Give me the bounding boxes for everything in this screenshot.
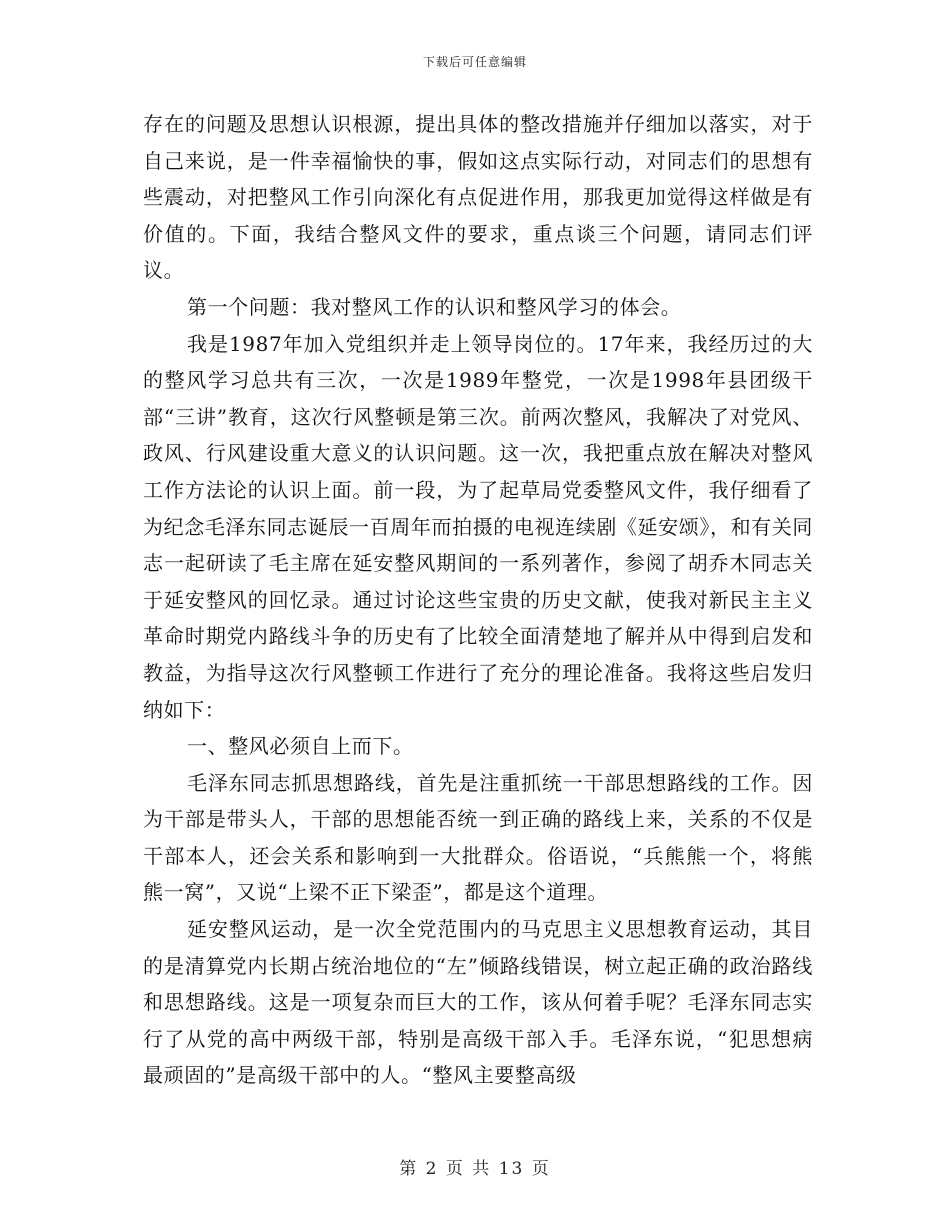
paragraph-continuation: 存在的问题及思想认识根源，提出具体的整改措施并仔细加以落实，对于自己来说，是一件幸福愉快的事，假如这点实际行动，对同志们的思想有些震动，对把整风工作引向深化有点促进作用，那我更加觉得这样做是有价值的。下面，我结合整风文件的要求，重点谈三个问题，请同志们评议。 [143,112,813,283]
page-number-footer: 第 2 页 共 13 页 [399,1159,551,1179]
paragraph-section-one-heading: 一、整风必须自上而下。 [187,734,414,759]
page-header-note: 下载后可任意编辑 [422,55,527,69]
paragraph-cadre-thinking: 毛泽东同志抓思想路线，首先是注重抓统一干部思想路线的工作。因为干部是带头人，干部的思想能否统一到正确的路线上来，关系的不仅是干部本人，还会关系和影响到一大批群众。俗语说，“兵熊熊一个，将熊熊一窝”，又说“上梁不正下梁歪”，都是这个道理。 [143,770,813,905]
paragraph-question-one-heading: 第一个问题：我对整风工作的认识和整风学习的体会。 [187,294,682,319]
paragraph-yanan-rectification: 延安整风运动，是一次全党范围内的马克思主义思想教育运动，其目的是清算党内长期占统治地位的“左”倾路线错误，树立起正确的政治路线和思想路线。这是一项复杂而巨大的工作，该从何着手呢？毛泽东同志实行了从党的高中两级干部，特别是高级干部入手。毛泽东说，“犯思想病最顽固的”是高级干部中的人。“整风主要整高级 [143,917,813,1088]
paragraph-experience: 我是1987年加入党组织并走上领导岗位的。17年来，我经历过的大的整风学习总共有三次，一次是1989年整党，一次是1998年县团级干部“三讲”教育，这次行风整顿是第三次。前两次整风，我解决了对党风、政风、行风建设重大意义的认识问题。这一次，我把重点放在解决对整风工作方法论的认识上面。前一段，为了起草局党委整风文件，我仔细看了为纪念毛泽东同志诞辰一百周年而拍摄的电视连续剧《延安颂》，和有关同志一起研读了毛主席在延安整风期间的一系列著作，参阅了胡乔木同志关于延安整风的回忆录。通过讨论这些宝贵的历史文献，使我对新民主主义革命时期党内路线斗争的历史有了比较全面清楚地了解并从中得到启发和教益，为指导这次行风整顿工作进行了充分的理论准备。我将这些启发归纳如下： [143,331,813,722]
document-body [143,106,813,1094]
